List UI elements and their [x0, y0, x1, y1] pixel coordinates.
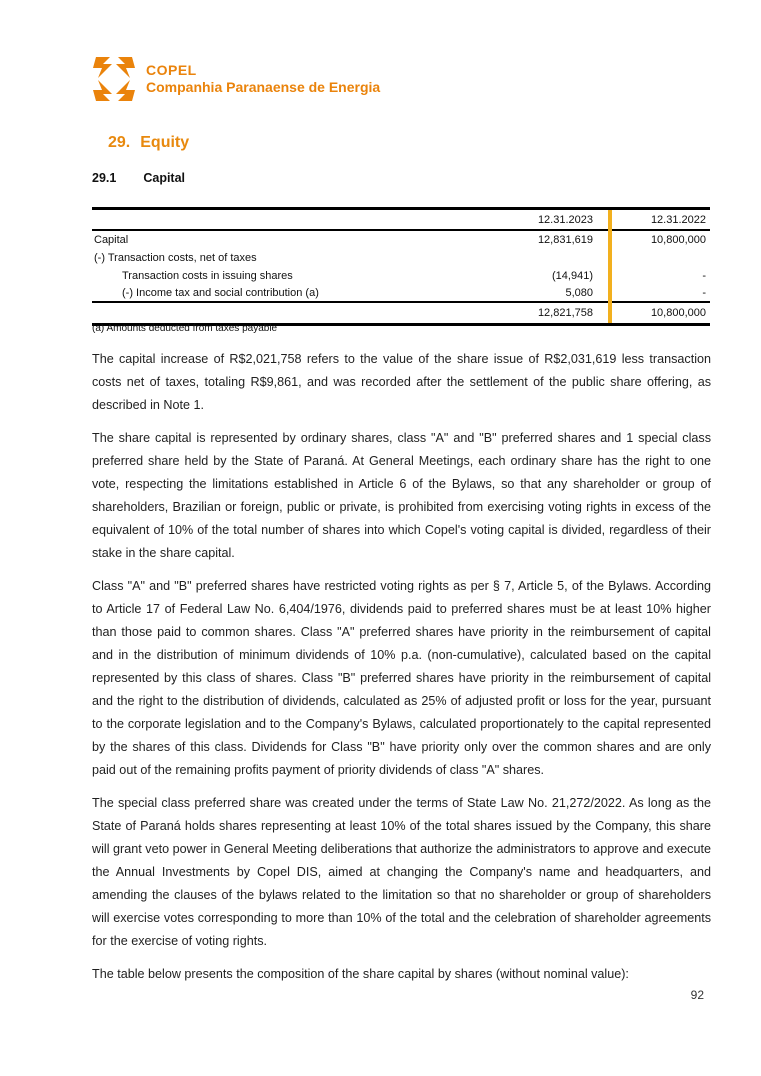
table-row [92, 249, 710, 267]
subsection-heading [92, 171, 185, 185]
paragraph-special-class-share: The special class preferred share was created under the terms of State Law No. 21,272/2022. As long as the State of Paraná holds shares representing at least 10% of the total shares issued by the Company, this share will grant veto power in General Meeting deliberations that authorize the administrators to approve and execute the Annual Investments by Copel DIS, aimed at changing the Company's name and headquarters, and amending the clauses of the bylaws related to the limitation so that no shareholder or group of shareholders will exercise votes corresponding to more than 10% of the total and the celebration of shareholder agreements for the exercise of voting rights. [92, 796, 711, 948]
row-value-2023: (14,941) [552, 270, 593, 282]
total-value-2022: 10,800,000 [650, 307, 706, 319]
row-label: (-) Income tax and social contribution (a) [122, 287, 319, 299]
row-value-2022: 10,800,000 [650, 234, 706, 246]
row-value-2022: - [702, 270, 706, 282]
row-value-2023: 12,831,619 [537, 234, 593, 246]
logo-company-name: COPEL [146, 61, 197, 78]
section-number: 29. [108, 134, 131, 151]
logo-text [146, 62, 380, 97]
total-value-2023: 12,821,758 [537, 307, 593, 319]
row-label: Capital [94, 234, 129, 246]
row-label: Transaction costs in issuing shares [122, 270, 293, 282]
section-heading [108, 134, 189, 152]
section-title: Equity [140, 134, 190, 151]
column-header-2022: 12.31.2022 [650, 213, 706, 226]
capital-table [92, 207, 710, 326]
logo-company-subtitle: Companhia Paranaense de Energia [146, 79, 381, 95]
copel-logo [92, 56, 380, 102]
copel-logo-icon [92, 56, 136, 102]
table-row [92, 267, 710, 285]
table-header-row [92, 210, 710, 231]
row-value-2022: - [702, 287, 706, 299]
paragraph-table-intro: The table below presents the composition of the share capital by shares (without nominal value): [92, 967, 629, 981]
column-header-2023: 12.31.2023 [537, 213, 593, 226]
row-label: (-) Transaction costs, net of taxes [94, 252, 257, 264]
paragraph-capital-increase: The capital increase of R$2,021,758 refers to the value of the share issue of R$2,031,619 less transaction costs net of taxes, totaling R$9,861, and was recorded after the settlement of the public share offering, as described in Note 1. [92, 352, 711, 412]
row-value-2023: 5,080 [565, 287, 593, 299]
paragraph-share-capital: The share capital is represented by ordinary shares, class "A" and "B" preferred shares and 1 special class preferred share held by the State of Paraná. At General Meetings, each ordinary share has the right to one vote, respecting the limitations established in Article 6 of the Bylaws, so that any shareholder or group of shareholders, Brazilian or foreign, public or private, is prohibited from exercising voting rights in excess of the equivalent of 10% of the total number of shares into which Copel's voting capital is divided, regardless of their stake in the share capital. [92, 431, 711, 560]
table-total-row [92, 303, 710, 323]
paragraph-preferred-shares: Class "A" and "B" preferred shares have restricted voting rights as per § 7, Article 5, of the Bylaws. According to Article 17 of Federal Law No. 6,404/1976, dividends paid to preferred shares must be at least 10% higher than those paid to common shares. Class "A" preferred shares have priority in the reimbursement of capital and in the distribution of minimum dividends of 10% p.a. (non-cumulative), calculated based on the capital represented by this class of shares. Class "B" preferred shares have priority in the reimbursement of capital and the right to the distribution of dividends, calculated as 25% of adjusted profit or loss for the year, pursuant to the corporate legislation and to the Company's Bylaws, calculated proportionately to the capital represented by the shares of this class. Dividends for Class "B" have priority only over the common shares and are only paid out of the remaining profits payment of priority dividends of class "A" shares. [92, 579, 711, 777]
page-number: 92 [690, 988, 704, 1002]
body-text [92, 348, 711, 996]
gold-column-divider [608, 210, 612, 323]
subsection-number: 29.1 [92, 171, 117, 185]
table-footnote: (a) Amounts deducted from taxes payable [92, 323, 278, 334]
table-row [92, 231, 710, 249]
subsection-title: Capital [143, 171, 186, 185]
table-row [92, 285, 710, 303]
